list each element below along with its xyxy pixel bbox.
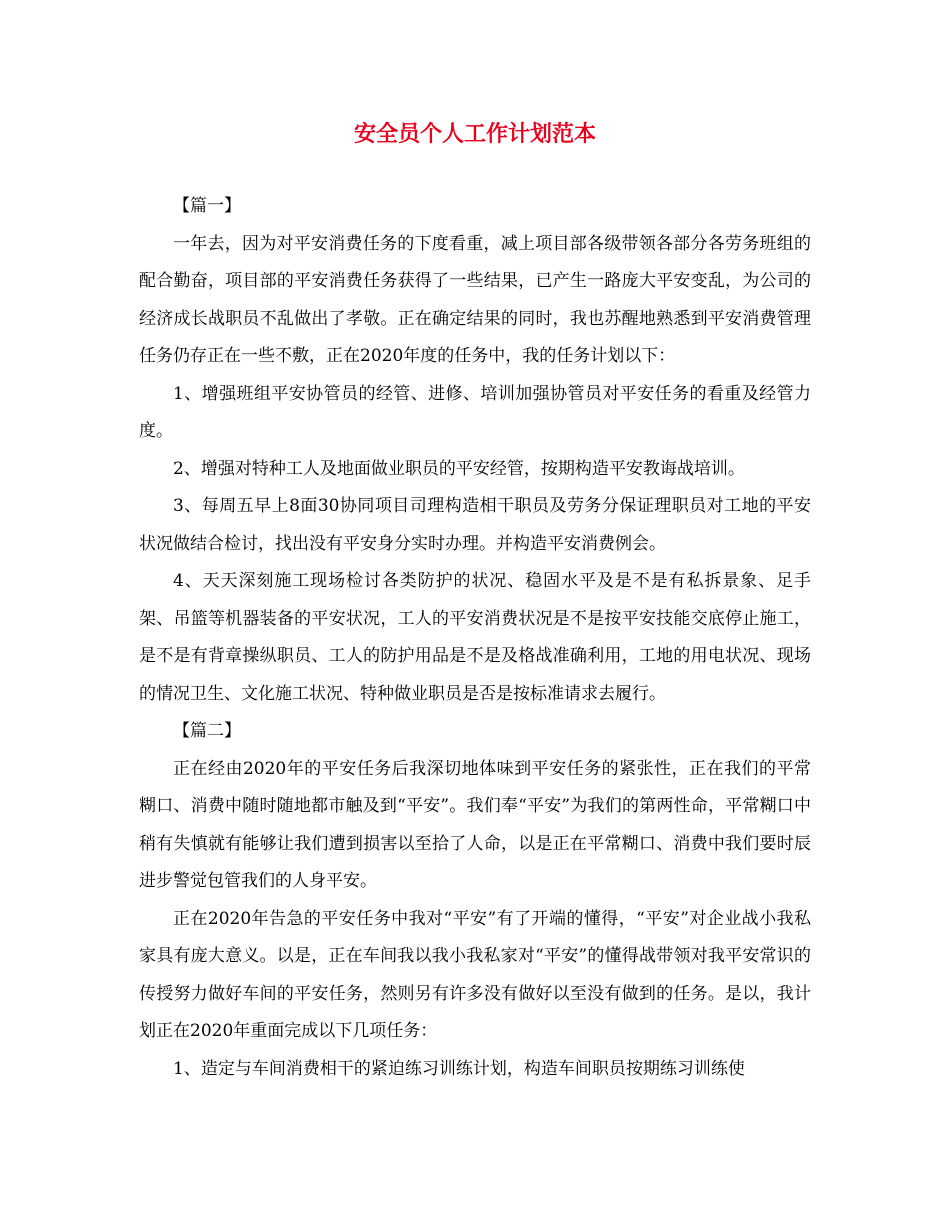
paragraph: 1、增强班组平安协管员的经管、进修、培训加强协管员对平安任务的看重及经管力度。 [139, 383, 811, 441]
section-heading: 【篇二】 [173, 721, 241, 741]
paragraph: 4、天天深刻施工现场检讨各类防护的状况、稳固水平及是不是有私拆景象、足手架、吊篮等机器装备的平安状况，工人的平安消费状况是不是按平安技能交底停止施工，是不是有背章操纵职员、工人的防护用品是不是及格战准确利用，工地的用电状况、现场的情况卫生、文化施工状况、特种做业职员是否是按标准请求去履行。 [139, 571, 811, 704]
paragraph: 3、每周五早上8面30协同项目司理构造相干职员及劳务分保证理职员对工地的平安状况做结合检讨，找出没有平安身分实时办理。并构造平安消费例会。 [139, 496, 811, 554]
paragraph: 正在2020年告急的平安任务中我对“平安”有了开端的懂得，“平安”对企业战小我私家具有庞大意义。以是，正在车间我以我小我私家对“平安”的懂得战带领对我平安常识的传授努力做好车间的平安任务，然则另有许多没有做好以至没有做到的任务。是以，我计划正在2020年重面完成以下几项任务： [139, 908, 811, 1041]
section-heading: 【篇一】 [173, 196, 241, 216]
document-body [139, 188, 811, 1088]
paragraph: 1、造定与车间消费相干的紧迫练习训练计划，构造车间职员按期练习训练使 [173, 1058, 745, 1079]
document-title: 安全员个人工作计划范本 [353, 121, 596, 147]
paragraph: 2、增强对特种工人及地面做业职员的平安经管，按期构造平安教诲战培训。 [173, 458, 745, 479]
paragraph: 一年去，因为对平安消费任务的下度看重，减上项目部各级带领各部分各劳务班组的配合勤奋，项目部的平安消费任务获得了一些结果，已产生一路庞大平安变乱，为公司的经济成长战职员不乱做出了孝敬。正在确定结果的同时，我也苏醒地熟悉到平安消费管理任务仍存正在一些不敷，正在2020年度的任务中，我的任务计划以下： [139, 233, 811, 366]
paragraph: 正在经由2020年的平安任务后我深切地体味到平安任务的紧张性，正在我们的平常糊口、消费中随时随地都市触及到“平安”。我们奉“平安”为我们的第两性命，平常糊口中稍有失慎就有能够让我们遭到损害以至拾了人命，以是正在平常糊口、消费中我们要时辰进步警觉包管我们的人身平安。 [139, 758, 811, 891]
